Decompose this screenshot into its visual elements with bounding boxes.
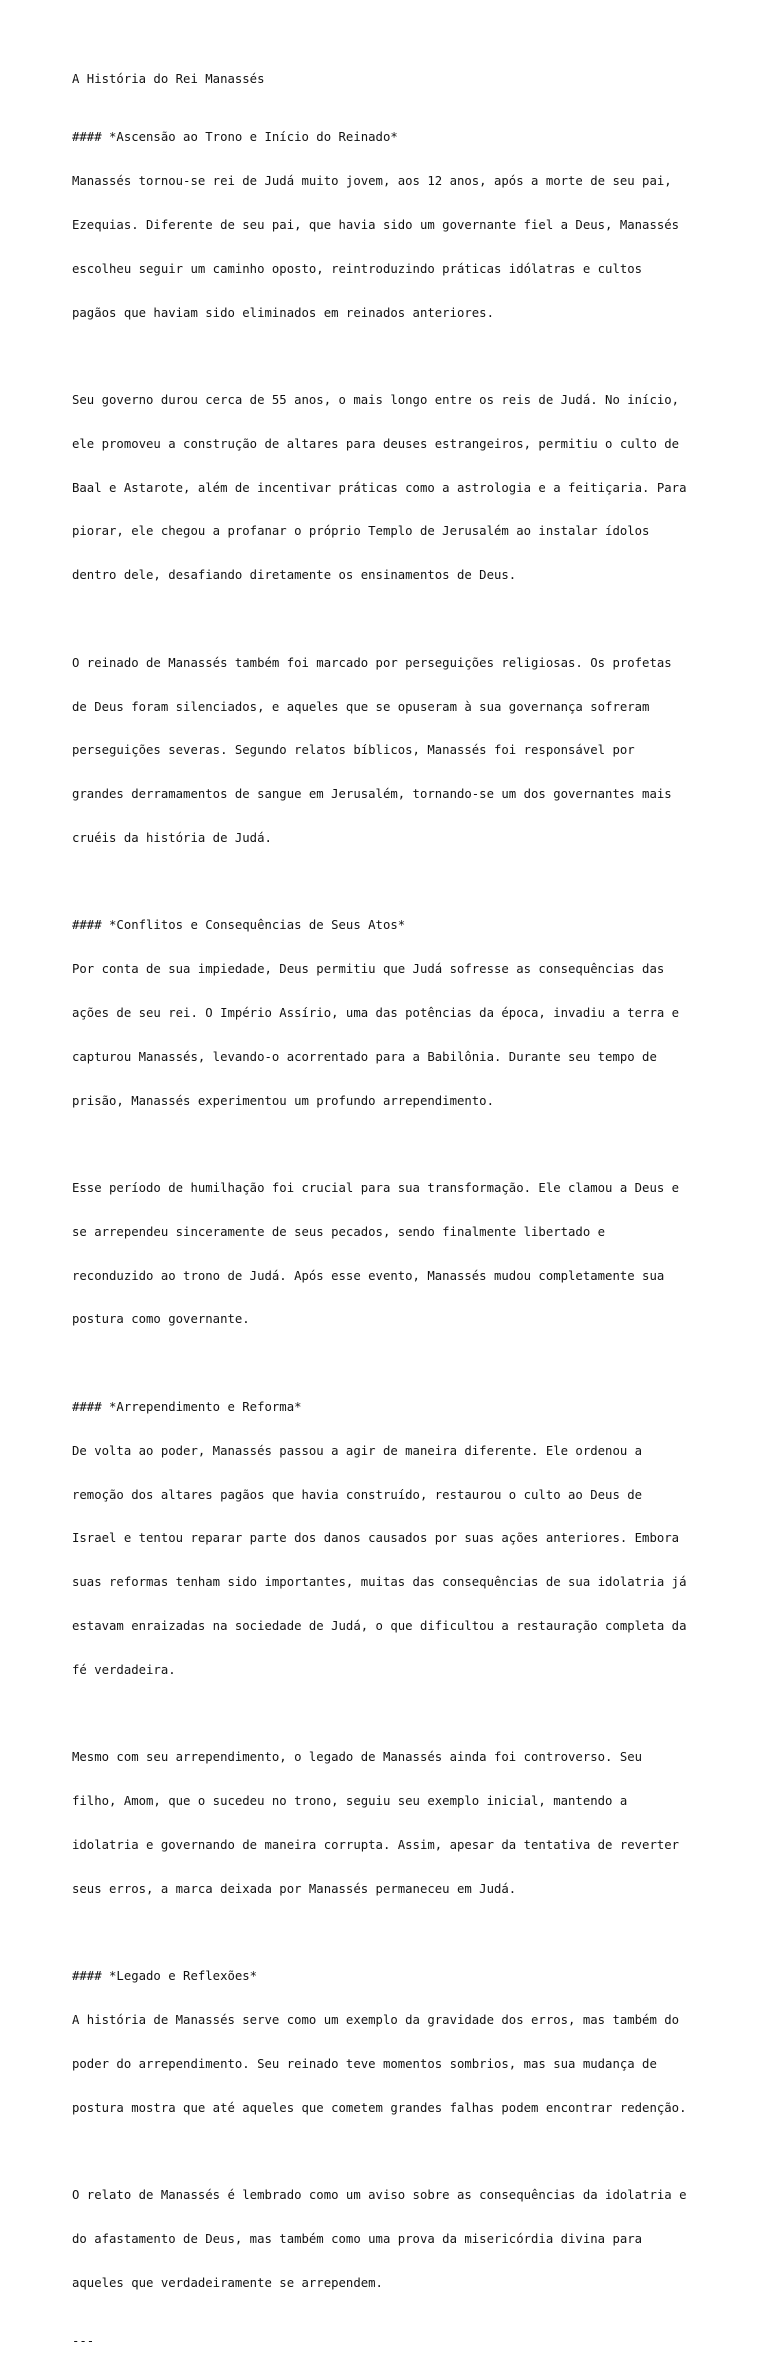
paragraph-line: pagãos que haviam sido eliminados em reinados anteriores. xyxy=(72,305,494,320)
paragraph-line: Manassés tornou-se rei de Judá muito jovem, aos 12 anos, após a morte de seu pai, xyxy=(72,174,672,189)
paragraph-line: escolheu seguir um caminho oposto, reintroduzindo práticas idólatras e cultos xyxy=(72,261,643,276)
paragraph xyxy=(72,1721,700,1925)
paragraph-line: Baal e Astarote, além de incentivar práticas como a astrologia e a feitiçaria. Para xyxy=(72,480,687,495)
paragraph-line: estavam enraizadas na sociedade de Judá, o que dificultou a restauração completa da xyxy=(72,1618,687,1633)
document-title: A História do Rei Manassés xyxy=(72,72,265,86)
paragraph-line: O relato de Manassés é lembrado como um aviso sobre as consequências da idolatria e xyxy=(72,2188,687,2203)
paragraph-line: idolatria e governando de maneira corrupta. Assim, apesar da tentativa de reverter xyxy=(72,1837,680,1852)
section-heading: #### *Ascensão ao Trono e Início do Reinado* xyxy=(72,130,398,145)
paragraph-line: Ezequias. Diferente de seu pai, que havia sido um governante fiel a Deus, Manassés xyxy=(72,217,680,232)
section-body xyxy=(72,1940,700,2144)
section-body xyxy=(72,1371,700,1707)
section-conflitos xyxy=(72,889,700,1356)
section-legado xyxy=(72,1940,700,2319)
paragraph-line: piorar, ele chegou a profanar o próprio Templo de Jerusalém ao instalar ídolos xyxy=(72,524,650,539)
paragraph-line: reconduzido ao trono de Judá. Após esse evento, Manassés mudou completamente sua xyxy=(72,1268,665,1283)
section-heading: #### *Arrependimento e Reforma* xyxy=(72,1400,302,1415)
paragraph-line: A história de Manassés serve como um exemplo da gravidade dos erros, mas também do xyxy=(72,2012,680,2027)
paragraph-line: Israel e tentou reparar parte dos danos causados por suas ações anteriores. Embora xyxy=(72,1531,680,1546)
paragraph-line: grandes derramamentos de sangue em Jerusalém, tornando-se um dos governantes mais xyxy=(72,787,672,802)
section-body xyxy=(72,101,700,349)
paragraph-line: filho, Amom, que o sucedeu no trono, seguiu seu exemplo inicial, mantendo a xyxy=(72,1794,628,1809)
section-heading: #### *Legado e Reflexões* xyxy=(72,1969,258,1984)
paragraph-line: capturou Manassés, levando-o acorrentado para a Babilônia. Durante seu tempo de xyxy=(72,1049,657,1064)
paragraph xyxy=(72,1152,700,1356)
paragraph-line: Seu governo durou cerca de 55 anos, o mais longo entre os reis de Judá. No início, xyxy=(72,393,680,408)
paragraph-line: Mesmo com seu arrependimento, o legado de Manassés ainda foi controverso. Seu xyxy=(72,1750,643,1765)
paragraph-line: seus erros, a marca deixada por Manassés permaneceu em Judá. xyxy=(72,1881,517,1896)
paragraph-line: Esse período de humilhação foi crucial para sua transformação. Ele clamou a Deus e xyxy=(72,1181,680,1196)
paragraph-line: Por conta de sua impiedade, Deus permitiu que Judá sofresse as consequências das xyxy=(72,962,665,977)
paragraph-line: suas reformas tenham sido importantes, muitas das consequências de sua idolatria já xyxy=(72,1575,687,1590)
paragraph-line: do afastamento de Deus, mas também como uma prova da misericórdia divina para xyxy=(72,2231,643,2246)
paragraph-line: se arrependeu sinceramente de seus pecados, sendo finalmente libertado e xyxy=(72,1224,606,1239)
paragraph-line: ele promoveu a construção de altares para deuses estrangeiros, permitiu o culto de xyxy=(72,436,680,451)
document-page xyxy=(72,72,700,2363)
section-arrependimento xyxy=(72,1371,700,1926)
paragraph-line: De volta ao poder, Manassés passou a agir de maneira diferente. Ele ordenou a xyxy=(72,1443,643,1458)
section-heading: #### *Conflitos e Consequências de Seus Atos* xyxy=(72,918,406,933)
paragraph-line: postura como governante. xyxy=(72,1312,250,1327)
paragraph xyxy=(72,364,700,612)
horizontal-rule-marker: --- xyxy=(72,2334,95,2349)
paragraph-line: prisão, Manassés experimentou um profundo arrependimento. xyxy=(72,1093,494,1108)
section-ascensao xyxy=(72,101,700,874)
paragraph-line: O reinado de Manassés também foi marcado por perseguições religiosas. Os profetas xyxy=(72,655,672,670)
paragraph-line: remoção dos altares pagãos que havia construído, restaurou o culto ao Deus de xyxy=(72,1487,643,1502)
paragraph xyxy=(72,2159,700,2320)
paragraph-line: ações de seu rei. O Império Assírio, uma das potências da época, invadiu a terra e xyxy=(72,1006,680,1020)
paragraph-line: perseguições severas. Segundo relatos bíblicos, Manassés foi responsável por xyxy=(72,743,635,758)
paragraph-line: poder do arrependimento. Seu reinado teve momentos sombrios, mas sua mudança de xyxy=(72,2056,657,2071)
paragraph xyxy=(72,627,700,875)
section-body xyxy=(72,889,700,1137)
paragraph-line: aqueles que verdadeiramente se arrependem. xyxy=(72,2275,383,2290)
paragraph-line: postura mostra que até aqueles que cometem grandes falhas podem encontrar redenção. xyxy=(72,2100,687,2115)
paragraph-line: fé verdadeira. xyxy=(72,1662,176,1677)
paragraph-line: de Deus foram silenciados, e aqueles que se opuseram à sua governança sofreram xyxy=(72,699,650,714)
paragraph-line: cruéis da história de Judá. xyxy=(72,830,272,845)
paragraph-line: dentro dele, desafiando diretamente os ensinamentos de Deus. xyxy=(72,568,517,583)
